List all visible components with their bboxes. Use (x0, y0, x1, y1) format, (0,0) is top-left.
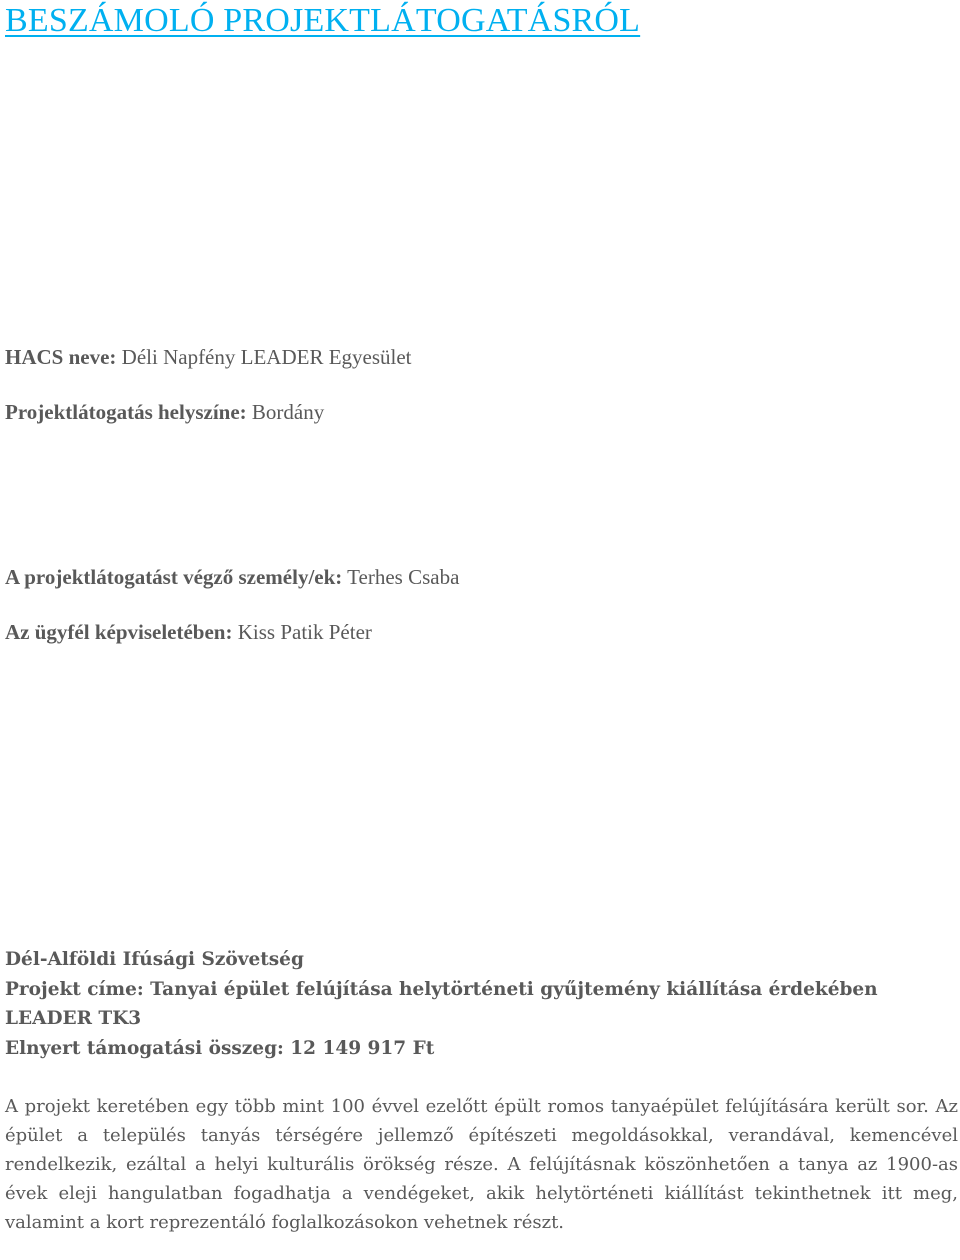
visit-location-value: Bordány (251, 400, 325, 424)
visitor-line (5, 564, 459, 590)
project-title: Projekt címe: Tanyai épület felújítása helytörténeti gyűjtemény kiállítása érdekében (5, 978, 878, 1000)
organization-name: Dél-Alföldi Ifúsági Szövetség (5, 949, 304, 970)
document-title: BESZÁMOLÓ PROJEKTLÁTOGATÁSRÓL (5, 2, 641, 39)
client-representative-line (5, 619, 372, 645)
hacs-name-value: Déli Napfény LEADER Egyesület (121, 345, 412, 369)
hacs-name-label: HACS neve: (5, 345, 117, 369)
grant-amount: Elnyert támogatási összeg: 12 149 917 Ft (5, 1037, 435, 1059)
visit-location-label: Projektlátogatás helyszíne: (5, 400, 247, 424)
client-representative-label: Az ügyfél képviseletében: (5, 620, 233, 644)
client-representative-value: Kiss Patik Péter (237, 620, 372, 644)
project-summary (5, 945, 878, 1063)
visit-location-line (5, 399, 324, 425)
program-name: LEADER TK3 (5, 1008, 142, 1029)
visitor-label: A projektlátogatást végző személy/ek: (5, 565, 343, 589)
project-description: A projekt keretében egy több mint 100 évvel ezelőtt épült romos tanyaépület felújítására került sor. Az épület a település tanyás térségére jellemző építészeti megoldásokkal, verandával, kemencével rendelkezik, ezáltal a helyi kulturális örökség része. A felújításnak köszönhetően a tanya az 1900-as évek eleji hangulatban fogadhatja a vendégeket, akik helytörténeti kiállítást tekinthetnek itt meg, valamint a kort reprezentáló foglalkozásokon vehetnek részt. (5, 1096, 958, 1233)
hacs-name-line (5, 344, 412, 370)
visitor-value: Terhes Csaba (347, 565, 460, 589)
